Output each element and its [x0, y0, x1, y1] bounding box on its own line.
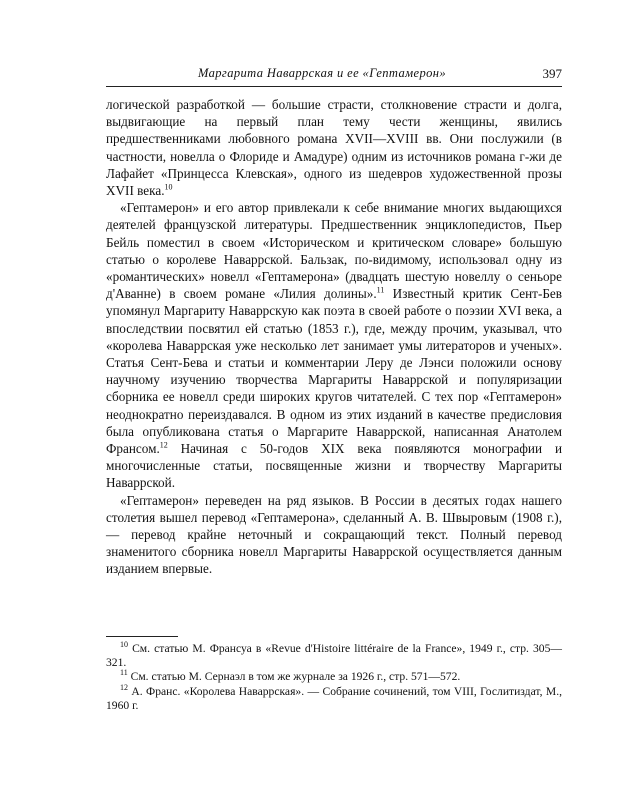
footnote-ref-11: 11: [376, 285, 385, 295]
footnote-number: 10: [120, 640, 128, 650]
page-number: 397: [542, 66, 562, 81]
footnote-10: [106, 642, 562, 670]
footnote-ref-10: 10: [164, 182, 173, 192]
footnotes: [106, 642, 562, 713]
footnote-text: См. статью М. Франсуа в «Revue d'Histoire littéraire de la France», 1949 г., стр. 305—321.: [106, 642, 562, 670]
paragraph-1: [106, 96, 562, 199]
footnote-text: См. статью М. Сернаэл в том же журнале за 1926 г., стр. 571—572.: [130, 670, 461, 684]
paragraph-text: «Гептамерон» и его автор привлекали к себе внимание многих выдающихся деятелей французской литературы. Предшественник энциклопедистов, Пьер Бейль поместил в своем «Историческом и критическом словаре» большую статью о королеве Наваррской. Бальзак, по-видимому, использовал одну из «романтических» новелл «Гептамерона» (двадцать шестую новеллу о сеньоре д'Аванне) в своем романе «Лилия долины».: [106, 200, 562, 302]
footnote-12: [106, 682, 562, 713]
main-text: [106, 96, 562, 578]
footnote-number: 11: [120, 668, 128, 678]
paragraph-text: «Гептамерон» переведен на ряд языков. В России в десятых годах нашего столетия вышел перевод «Гептамерона», сделанный А. В. Швыровым (1908 г.), — перевод крайне неточный и сокращающий текст. Полный перевод знаменитого сборника новелл Маргариты Наваррской осуществляется данным изданием впервые.: [106, 492, 562, 577]
footnote-11: [106, 670, 562, 684]
paragraph-2: [106, 199, 562, 491]
paragraph-3: [106, 492, 562, 578]
paragraph-text-cont: Известный критик Сент-Бев упомянул Маргариту Наваррскую как поэта в своей работе о поэзии XVI века, а впоследствии посвятил ей статью (1853 г.), где, между прочим, указывал, что «королева Наваррская уже несколько лет занимает умы литераторов и ученых». Статья Сент-Бева и статьи и комментарии Леру де Лэнси положили основу научному изучению творчества Маргариты Наваррской и популяризации сборника ее новелл среди широких кругов читателей. С тех пор «Гептамерон» неоднократно переиздавался. В одном из этих изданий в качестве предисловия была опубликована статья о Маргарите Наваррской, написанная Анатолем Франсом.: [106, 286, 562, 457]
footnote-rule: [106, 636, 178, 637]
paragraph-text: логической разработкой — большие страсти, столкновение страсти и долга, выдвигающие на первый план тему чести женщины, явились предшественниками любовного романа XVII—XVIII вв. Они послужили (в частности, новелла о Флориде и Амадуре) одним из источников романа г-жи де Лафайет «Принцесса Клевская», одного из шедевров художественной прозы XVII века.: [106, 97, 562, 199]
footnote-number: 12: [120, 682, 128, 692]
paragraph-text-cont: Начиная с 50-годов XIX века появляются монографии и многочисленные статьи, посвященные жизни и творчеству Маргариты Наваррской.: [106, 441, 562, 491]
running-title: Маргарита Наваррская и ее «Гептамерон»: [198, 66, 447, 80]
footnote-ref-12: 12: [159, 440, 168, 450]
header-rule: [106, 86, 562, 87]
running-header: [106, 66, 562, 84]
footnote-text: А. Франс. «Королева Наваррская». — Собрание сочинений, том VIII, Гослитиздат, М., 1960 г.: [106, 684, 562, 712]
